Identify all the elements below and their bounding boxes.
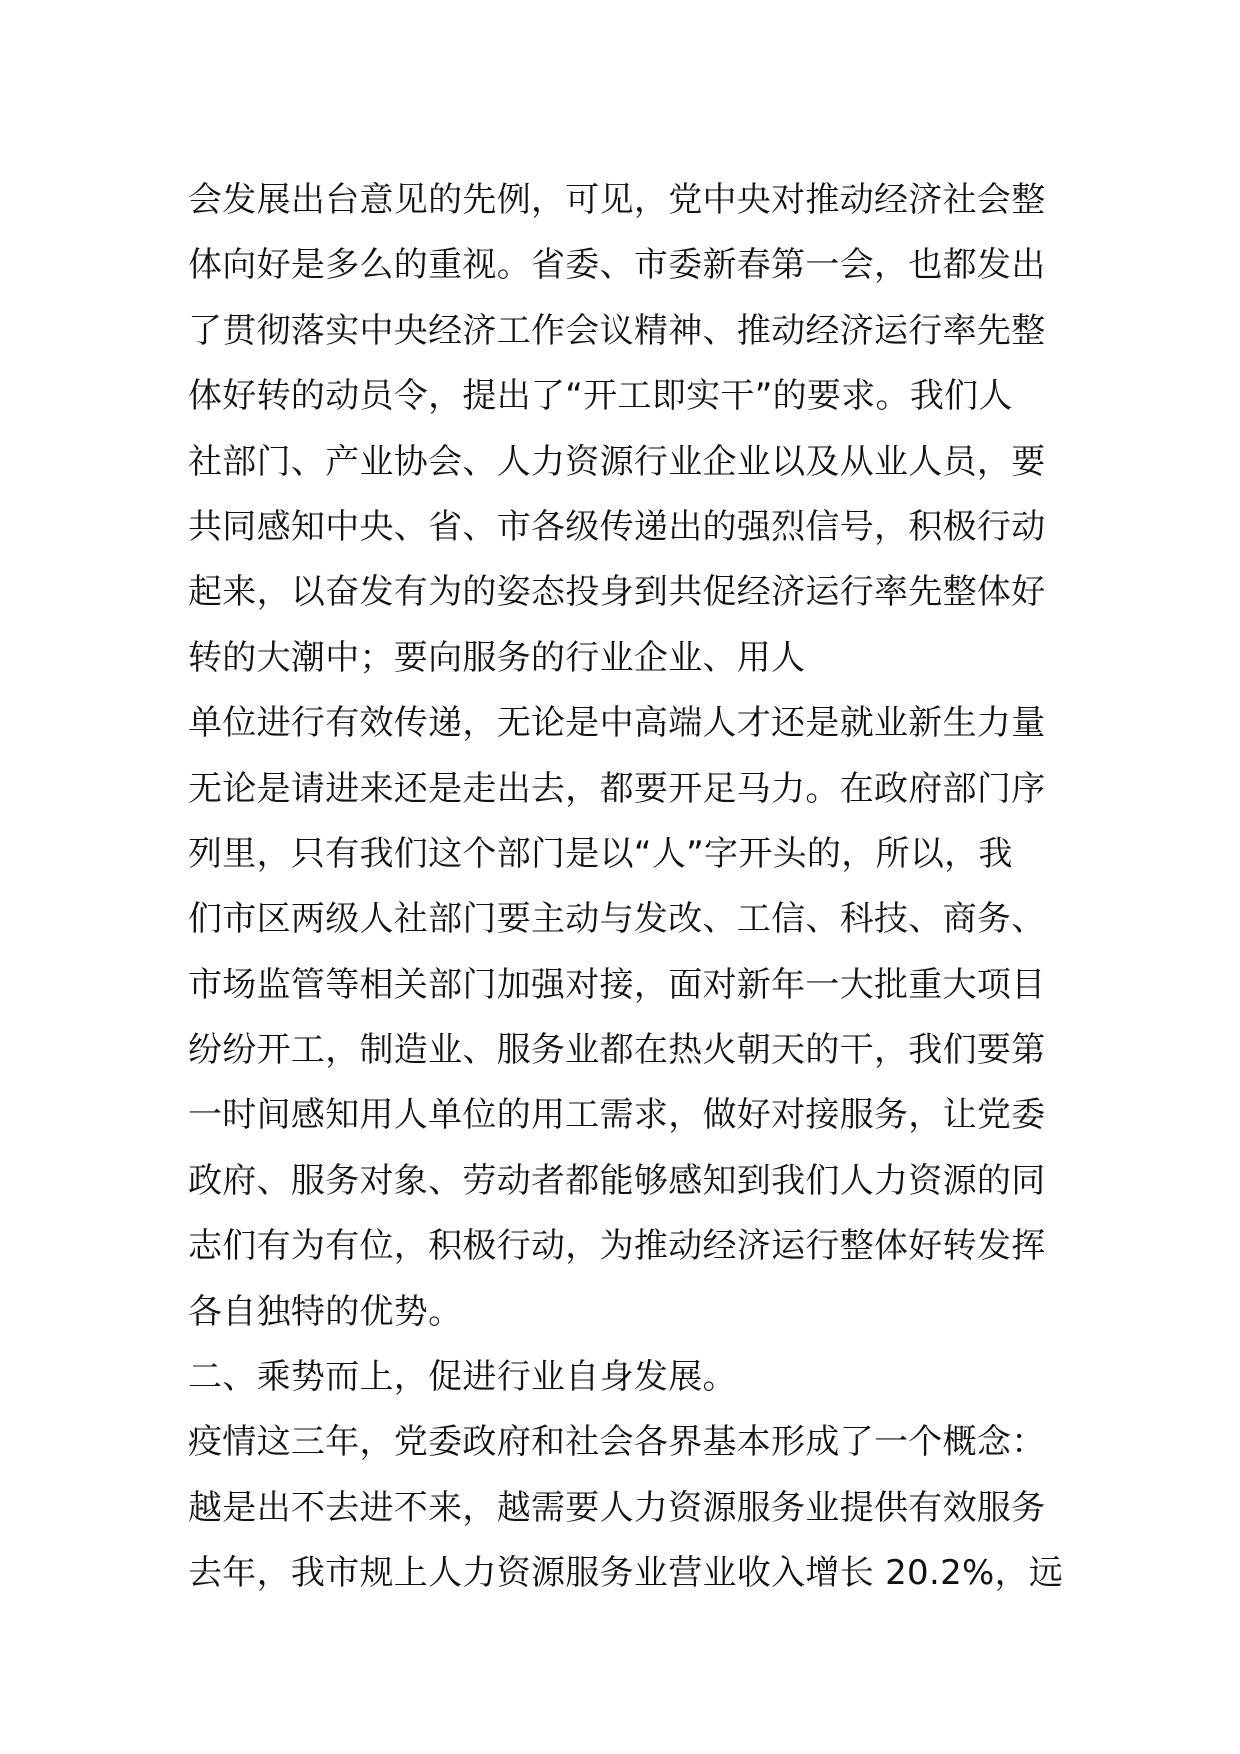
text-line: 列里，只有我们这个部门是以“人”字开头的，所以，我	[188, 833, 1013, 874]
text-line: 单位进行有效传递，无论是中高端人才还是就业新生力量	[188, 703, 1046, 744]
text-line: 越是出不去进不来，越需要人力资源服务业提供有效服务	[188, 1487, 1046, 1528]
text-line: 纷纷开工，制造业、服务业都在热火朝天的干，我们要第	[188, 1030, 1046, 1071]
section-heading: 二、乘势而上，促进行业自身发展。	[188, 1357, 737, 1398]
text-line: 会发展出台意见的先例，可见，党中央对推动经济社会整	[188, 180, 1046, 220]
text-line: 政府、服务对象、劳动者都能够感知到我们人力资源的同	[188, 1160, 1046, 1201]
text-line: 无论是请进来还是走出去，都要开足马力。在政府部门序	[188, 768, 1046, 809]
text-line: 市场监管等相关部门加强对接，面对新年一大批重大项目	[188, 964, 1046, 1005]
text-line: 转的大潮中；要向服务的行业企业、用人	[188, 637, 806, 678]
text-line: 各自独特的优势。	[188, 1291, 463, 1332]
text-line: 起来，以奋发有为的姿态投身到共促经济运行率先整体好	[188, 572, 1046, 613]
text-line: 社部门、产业协会、人力资源行业企业以及从业人员，要	[188, 441, 1046, 482]
text-line: 志们有为有位，积极行动，为推动经济运行整体好转发挥	[188, 1226, 1046, 1267]
text-line: 一时间感知用人单位的用工需求，做好对接服务，让党委	[188, 1095, 1046, 1136]
text-line: 们市区两级人社部门要主动与发改、工信、科技、商务、	[188, 899, 1046, 940]
text-line: 体向好是多么的重视。省委、市委新春第一会，也都发出	[188, 245, 1046, 286]
text-line: 了贯彻落实中央经济工作会议精神、推动经济运行率先整	[188, 310, 1046, 351]
body-text	[188, 168, 1068, 1607]
text-line: 体好转的动员令，提出了“开工即实干”的要求。我们人	[188, 376, 1013, 417]
text-line: 去年，我市规上人力资源服务业营业收入增长 20.2%，远	[188, 1553, 1064, 1594]
text-line: 共同感知中央、省、市各级传递出的强烈信号，积极行动	[188, 506, 1046, 547]
text-line: 疫情这三年，党委政府和社会各界基本形成了一个概念：	[188, 1422, 1046, 1463]
